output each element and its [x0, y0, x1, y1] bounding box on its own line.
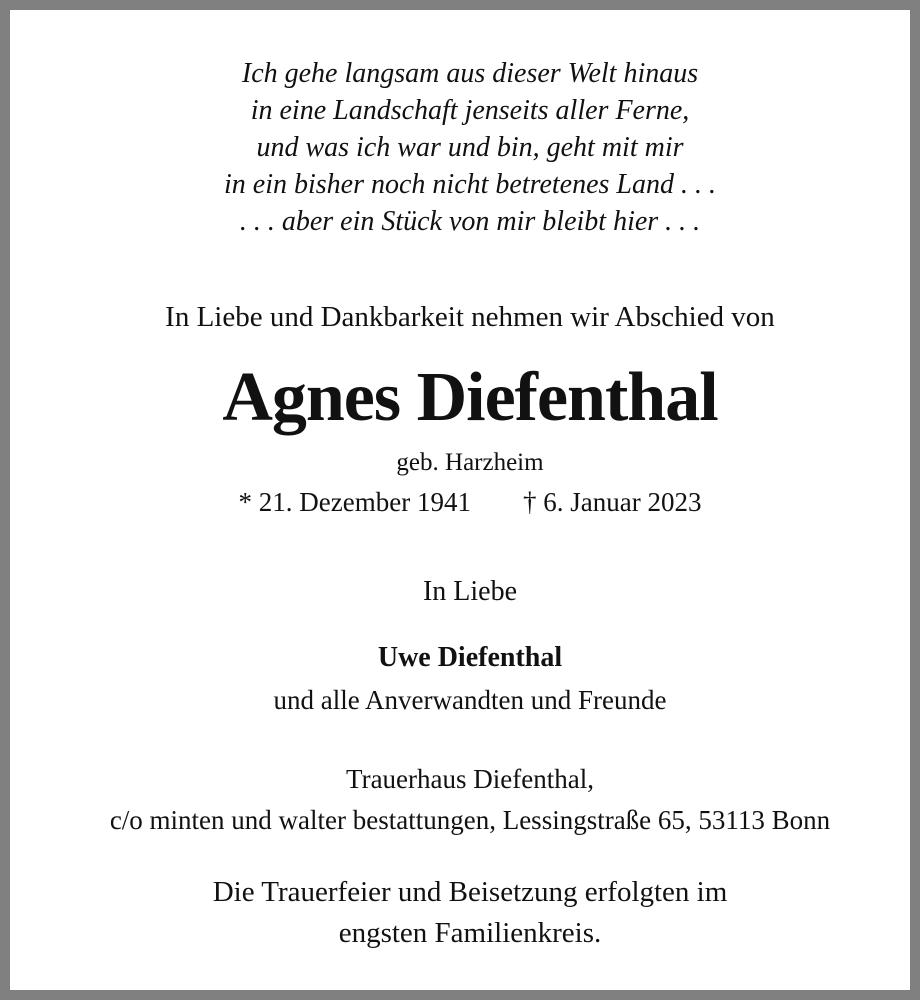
deceased-name: Agnes Diefenthal	[222, 359, 718, 436]
poem-line-1: Ich gehe langsam aus dieser Welt hinaus	[241, 58, 699, 89]
birth-date: * 21. Dezember 1941	[238, 487, 471, 517]
poem-line-3: und was ich war und bin, geht mit mir	[256, 132, 684, 163]
ceremony-line-2: engsten Familienkreis.	[338, 917, 602, 949]
poem-line-2: in eine Landschaft jenseits aller Ferne,	[250, 95, 690, 126]
primary-mourner: Uwe Diefenthal	[377, 642, 563, 673]
other-mourners: und alle Anverwandten und Freunde	[273, 685, 667, 715]
ceremony-line-1: Die Trauerfeier und Beisetzung erfolgten im	[212, 876, 728, 908]
life-dates	[10, 486, 920, 518]
intro-text: In Liebe und Dankbarkeit nehmen wir Abschied von	[165, 301, 775, 333]
death-date: † 6. Januar 2023	[522, 487, 702, 517]
address-line-1: Trauerhaus Diefenthal,	[346, 764, 594, 794]
address-line-2: c/o minten und walter bestattungen, Lessingstraße 65, 53113 Bonn	[109, 805, 831, 835]
poem-line-5: . . . aber ein Stück von mir bleibt hier . . .	[239, 206, 701, 237]
poem-line-4: in ein bisher noch nicht betretenes Land . . .	[224, 169, 716, 200]
maiden-name: geb. Harzheim	[396, 449, 544, 476]
closing-text: In Liebe	[422, 576, 518, 607]
